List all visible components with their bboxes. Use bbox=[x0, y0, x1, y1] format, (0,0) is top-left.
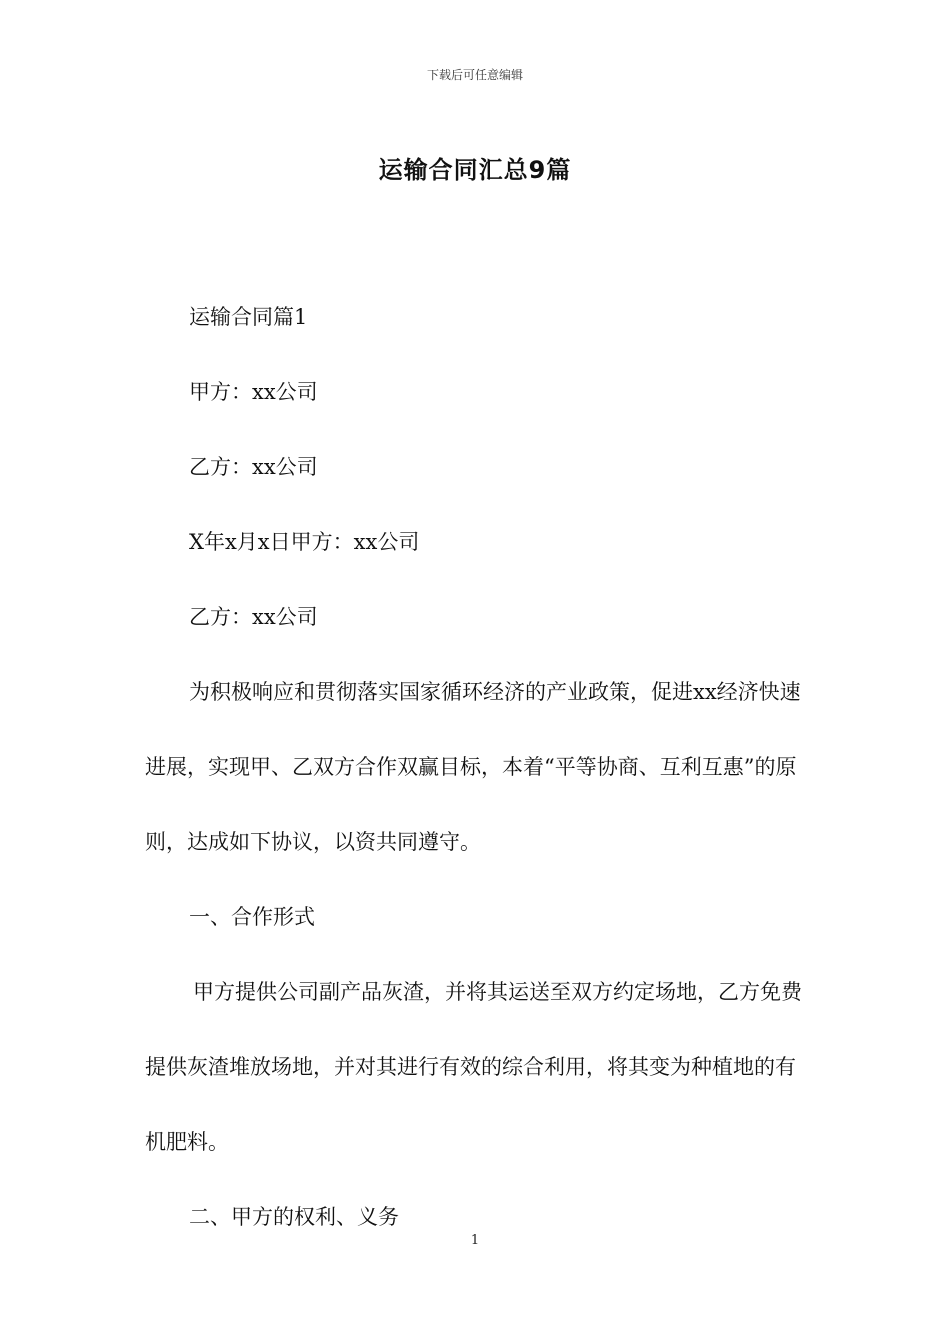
clause-heading-1: 一、合作形式 bbox=[189, 905, 315, 929]
date-party-a-line: X年x月x日甲方：xx公司 bbox=[189, 530, 420, 554]
preamble-paragraph: 为积极响应和贯彻落实国家循环经济的产业政策，促进xx经济快速进展，实现甲、乙双方合作双赢目标，本着“平等协商、互利互惠”的原则，达成如下协议，以资共同遵守。 bbox=[145, 680, 801, 854]
party-b-line-2: 乙方：xx公司 bbox=[189, 605, 318, 629]
section-heading: 运输合同篇1 bbox=[189, 305, 308, 329]
party-b-line: 乙方：xx公司 bbox=[189, 455, 318, 479]
page-number: 1 bbox=[470, 1233, 480, 1248]
document-title: 运输合同汇总9篇 bbox=[378, 156, 572, 184]
clause-heading-2: 二、甲方的权利、义务 bbox=[189, 1205, 399, 1229]
header-note: 下载后可任意编辑 bbox=[426, 68, 523, 82]
clause-paragraph-1: 甲方提供公司副产品灰渣，并将其运送至双方约定场地，乙方免费提供灰渣堆放场地，并对其进行有效的综合利用，将其变为种植地的有机肥料。 bbox=[145, 980, 802, 1154]
document-body bbox=[145, 280, 807, 1255]
party-a-line: 甲方：xx公司 bbox=[189, 380, 318, 404]
